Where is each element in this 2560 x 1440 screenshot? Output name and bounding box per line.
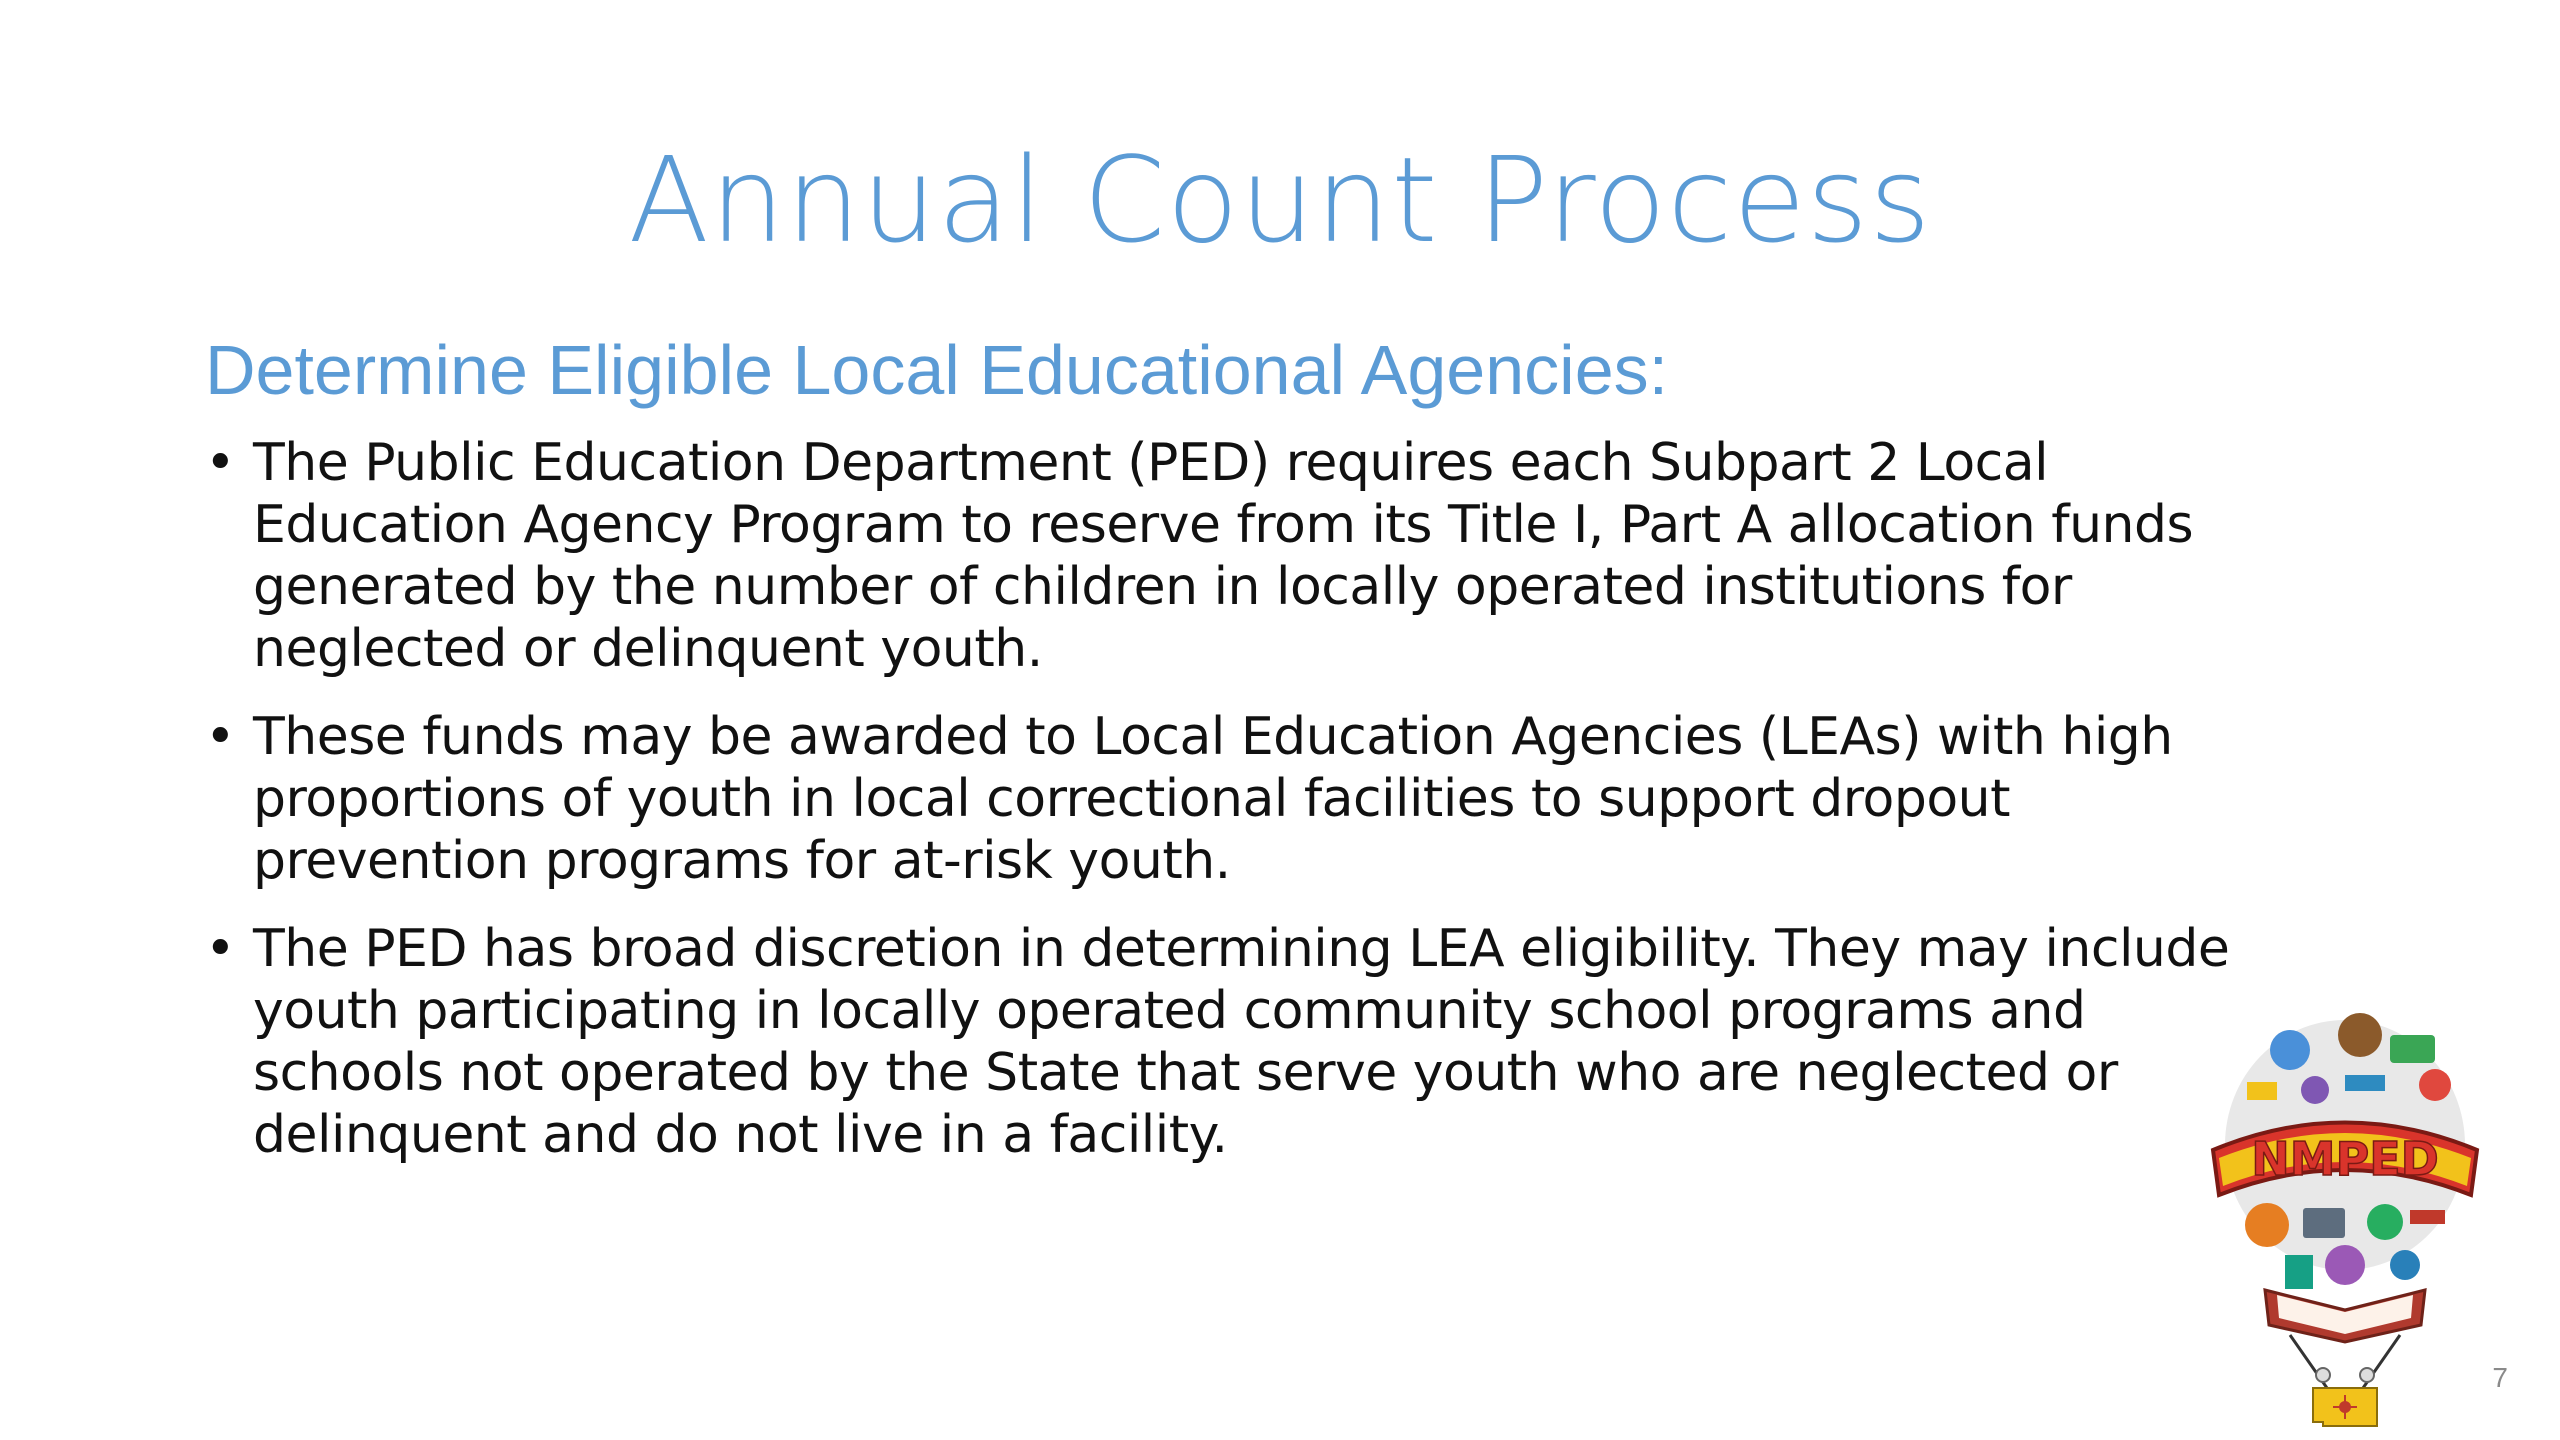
bullet-item	[205, 918, 2245, 1166]
bullet-text: These funds may be awarded to Local Education Agencies (LEAs) with high proportions of youth in local correctional facilities to support dropout prevention programs for at-risk youth.	[253, 707, 2173, 891]
bullet-text: The PED has broad discretion in determining LEA eligibility. They may include youth participating in locally operated community school programs and schools not operated by the State that serve youth who are neglected or delinquent and do not live in a facility.	[253, 919, 2230, 1165]
page-number: 7	[2492, 1362, 2508, 1393]
bullet-item	[205, 706, 2245, 892]
svg-text:NMPED: NMPED	[2251, 1132, 2439, 1186]
bullet-marker: •	[205, 707, 236, 767]
bullet-text: The Public Education Department (PED) requires each Subpart 2 Local Education Agency Program to reserve from its Title I, Part A allocation funds generated by the number of children in locally operated institutions for neglected or delinquent youth.	[253, 433, 2194, 679]
nmped-logo-icon	[2195, 990, 2495, 1430]
nmped-balloon-logo-icon	[2195, 990, 2495, 1430]
slide-subtitle: Determine Eligible Local Educational Agencies:	[205, 331, 1669, 409]
bullet-marker: •	[205, 433, 236, 493]
bullet-marker: •	[205, 919, 236, 979]
bullet-item	[205, 432, 2245, 680]
slide-title: Annual Count Process	[628, 131, 1932, 269]
bullet-list	[205, 432, 2245, 1192]
